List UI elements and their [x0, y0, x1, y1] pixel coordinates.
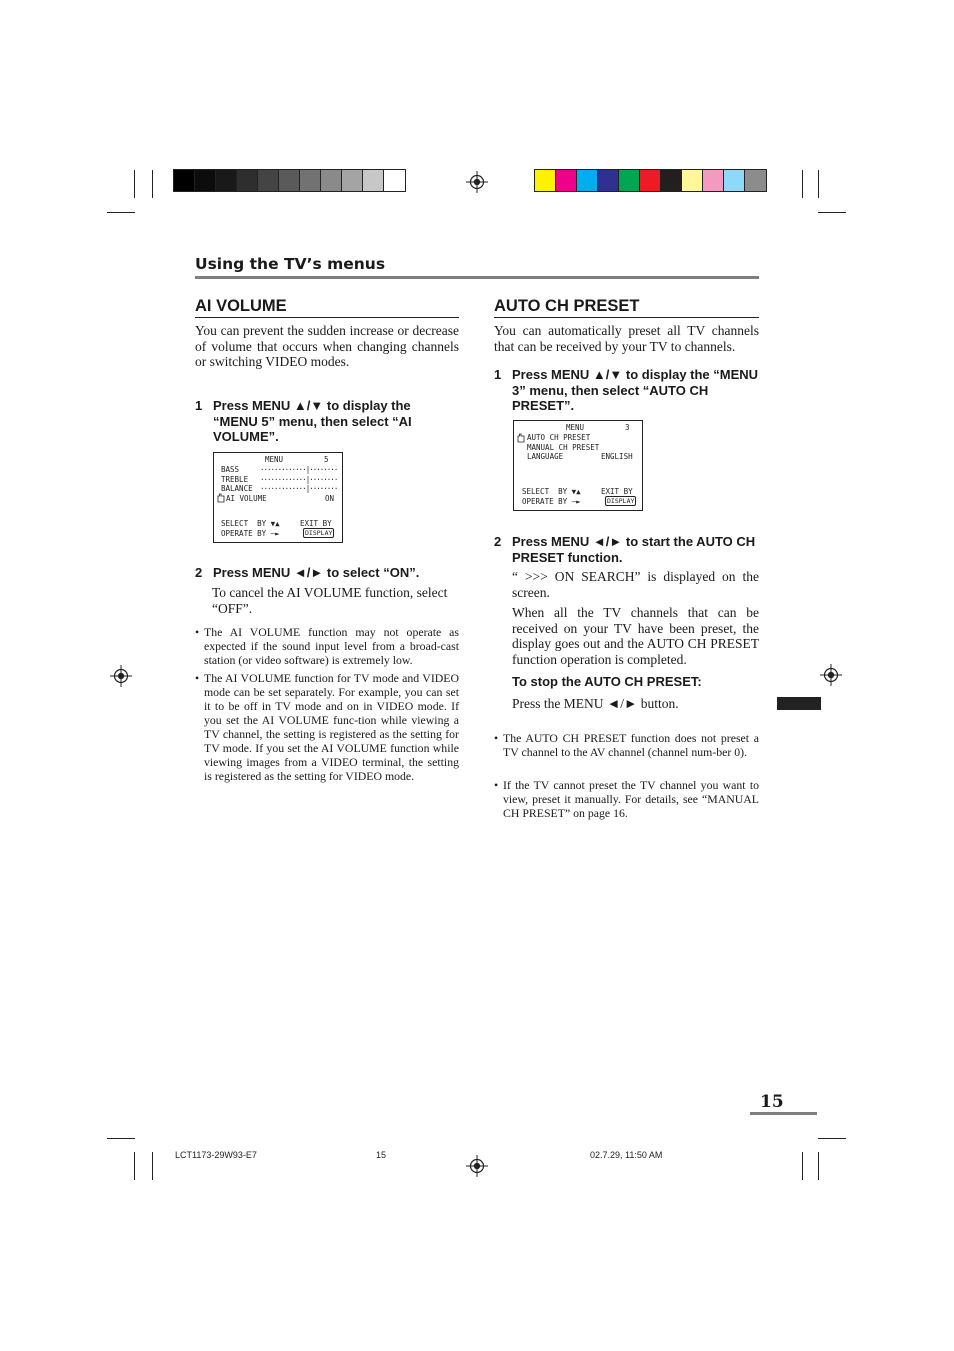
step-text: Press MENU ▲/▼ to display the “MENU 3” menu, then select “AUTO CH PRESET”.: [512, 367, 759, 413]
osd-exit-hint: EXIT BY: [601, 487, 633, 496]
footer-page: 15: [376, 1150, 387, 1160]
step-number: 2: [494, 534, 502, 549]
color-swatch: [661, 170, 682, 191]
note-item: [494, 778, 759, 822]
grayscale-color-bar: [173, 169, 406, 192]
osd-row-label: BASS: [221, 465, 240, 474]
note-text: The AI VOLUME function for TV mode and VIDEO mode can be set separately. For example, you can set it to be off in TV mode and on in VIDEO mode. If you set the AI VOLUME func-tion while viewing a TV channel, the setting is registered as the setting for TV mode. If you set the AI VOLUME function while viewing images from a VIDEO terminal, the setting is registered as the setting for VIDEO mode.: [204, 671, 459, 783]
osd-row-label: MANUAL CH PRESET: [527, 442, 600, 452]
stop-heading: To stop the AUTO CH PRESET:: [512, 674, 702, 689]
ai-volume-intro: You can prevent the sudden increase or decrease of volume that occurs when changing channels or switching VIDEO modes.: [195, 323, 459, 369]
osd-select-hint: SELECT BY ▼▲: [221, 519, 280, 528]
osd-level-bar: ·············|········: [260, 474, 338, 484]
osd-page: 5: [324, 455, 329, 464]
bullet: •: [494, 731, 499, 745]
auto-ch-preset-step-2: [494, 534, 759, 566]
osd-row-label: TREBLE: [221, 474, 249, 484]
osd-operate-hint: OPERATE BY —►: [522, 496, 581, 506]
osd-page: 3: [625, 423, 630, 432]
side-tab-marker: [777, 697, 821, 710]
menu-5-screen: [213, 452, 343, 543]
section-divider: [195, 276, 759, 279]
step-text: Press MENU ◄/► to select “ON”.: [213, 565, 420, 580]
color-swatch: [745, 170, 766, 191]
crop-mark: [134, 1152, 135, 1180]
osd-select-hint: SELECT BY ▼▲: [522, 487, 581, 496]
osd-exit-hint: EXIT BY: [300, 519, 332, 528]
crop-mark: [134, 170, 135, 198]
registration-mark-icon: [110, 665, 132, 687]
color-swatch: [216, 170, 237, 191]
step-number: 2: [195, 565, 203, 580]
color-swatch: [195, 170, 216, 191]
menu-3-screen: [513, 420, 643, 511]
crop-mark: [152, 170, 153, 198]
color-swatch: [682, 170, 703, 191]
color-swatch: [321, 170, 342, 191]
osd-level-bar: ·············|········: [260, 465, 338, 474]
osd-operate-hint: OPERATE BY —►: [221, 528, 280, 538]
step-number: 1: [195, 398, 203, 413]
crop-mark: [802, 170, 803, 198]
note-text: The AI VOLUME function may not operate as expected if the sound input level from a broad-cast station (or video software) is extremely low.: [204, 625, 459, 667]
osd-title: MENU: [265, 455, 284, 464]
bullet: •: [195, 625, 200, 639]
crop-mark: [107, 1138, 135, 1139]
color-swatch: [237, 170, 258, 191]
crop-mark: [802, 1152, 803, 1180]
stop-body: Press the MENU ◄/► button.: [512, 696, 679, 711]
color-swatch: [703, 170, 724, 191]
color-swatch: [279, 170, 300, 191]
crop-mark: [152, 1152, 153, 1180]
ai-volume-step-1: [195, 398, 459, 446]
crop-mark: [818, 212, 846, 213]
osd-row-value: ON: [325, 493, 335, 503]
color-swatch: [640, 170, 661, 191]
step-text: Press MENU ▲/▼ to display the “MENU 5” menu, then select “AI VOLUME”.: [213, 398, 412, 444]
color-swatch: [174, 170, 195, 191]
color-swatch: [619, 170, 640, 191]
note-text: The AUTO CH PRESET function does not preset a TV channel to the AV channel (channel num-ber 0).: [503, 731, 759, 759]
osd-level-bar: ·············|········: [260, 484, 338, 493]
osd-row-label: BALANCE: [221, 484, 253, 493]
osd-title: MENU: [566, 423, 585, 432]
osd-row-label: AUTO CH PRESET: [527, 433, 591, 442]
crop-mark: [107, 212, 135, 213]
page-number: 15: [760, 1092, 784, 1112]
color-swatch: [556, 170, 577, 191]
registration-mark-icon: [466, 171, 488, 193]
page-number-rule: [750, 1112, 817, 1115]
footer-file-name: LCT1173-29W93-E7: [175, 1150, 257, 1160]
step-text: Press MENU ◄/► to start the AUTO CH PRESET function.: [512, 534, 756, 565]
display-key-label: DISPLAY: [607, 497, 635, 505]
color-swatch: [300, 170, 321, 191]
section-title: Using the TV’s menus: [195, 255, 386, 273]
ai-volume-step-2-body: To cancel the AI VOLUME function, select “OFF”.: [212, 585, 448, 616]
color-swatch: [258, 170, 279, 191]
osd-row-label: AI VOLUME: [226, 493, 267, 503]
color-swatch: [342, 170, 363, 191]
note-item: [195, 625, 459, 669]
footer-timestamp: 02.7.29, 11:50 AM: [590, 1150, 663, 1160]
auto-ch-preset-step-1: [494, 367, 759, 415]
crop-mark: [818, 1152, 819, 1180]
bullet: •: [195, 671, 200, 685]
color-swatch: [363, 170, 384, 191]
process-color-bar: [534, 169, 767, 192]
registration-mark-icon: [820, 664, 842, 686]
note-item: [494, 731, 759, 775]
auto-ch-preset-step-2-body-1: “ >>> ON SEARCH” is displayed on the screen.: [512, 569, 759, 600]
color-swatch: [724, 170, 745, 191]
ai-volume-heading: AI VOLUME: [195, 297, 459, 318]
crop-mark: [818, 170, 819, 198]
color-swatch: [535, 170, 556, 191]
registration-mark-icon: [466, 1155, 488, 1177]
ai-volume-step-2: [195, 565, 459, 581]
hand-pointer-icon: [516, 433, 525, 443]
color-swatch: [598, 170, 619, 191]
step-number: 1: [494, 367, 502, 382]
display-key-label: DISPLAY: [305, 529, 333, 537]
color-swatch: [577, 170, 598, 191]
color-swatch: [384, 170, 405, 191]
auto-ch-preset-step-2-body-2: When all the TV channels that can be received on your TV have been preset, the display goes out and the AUTO CH PRESET function operation is completed.: [512, 605, 759, 667]
note-text: If the TV cannot preset the TV channel you want to view, preset it manually. For details, see “MANUAL CH PRESET” on page 16.: [503, 778, 759, 820]
auto-ch-preset-intro: You can automatically preset all TV channels that can be received by your TV to channels.: [494, 323, 759, 354]
hand-pointer-icon: [216, 493, 225, 503]
auto-ch-preset-heading: AUTO CH PRESET: [494, 297, 759, 318]
osd-row-label: LANGUAGE: [527, 452, 564, 461]
crop-mark: [818, 1138, 846, 1139]
bullet: •: [494, 778, 499, 792]
note-item: [195, 671, 459, 801]
osd-row-value: ENGLISH: [601, 452, 633, 461]
